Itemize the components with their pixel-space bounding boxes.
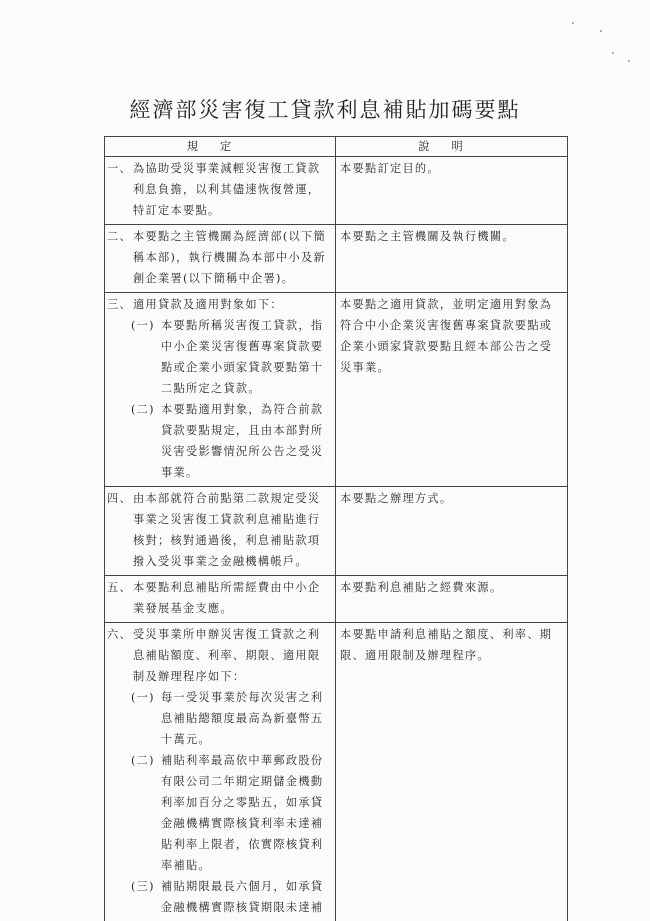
note-cell: 本要點之主管機關及執行機關。 (336, 225, 568, 293)
rule-cell (105, 623, 336, 921)
rule-cell (105, 225, 336, 293)
subitem-text: 補貼利率最高依中華郵政股份有限公司二年期定期儲金機動利率加百分之零點五，如承貸金融機構實際核貸利率未達補貼利率上限者，依實際核貸利率補貼。 (161, 754, 323, 872)
rule-number: 四、 (107, 488, 132, 509)
subitem-text: 本要點所稱災害復工貸款，指中小企業災害復舊專案貸款要點或企業小頭家貸款要點第十二點所定之貸款。 (161, 319, 323, 395)
note-cell: 本要點之適用貸款，並明定適用對象為符合中小企業災害復舊專案貸款要點或企業小頭家貸款要點且經本部公告之受災事業。 (336, 293, 568, 487)
column-header-rule: 規定 (105, 137, 336, 157)
rule-subitem (109, 315, 331, 399)
document-title: 經濟部災害復工貸款利息補貼加碼要點 (0, 94, 650, 124)
table-header-row (105, 137, 568, 157)
note-cell: 本要點利息補貼之經費來源。 (336, 576, 568, 623)
rule-subitem (109, 876, 331, 918)
rule-text: 受災事業所申辦災害復工貸款之利息補貼額度、利率、期限、適用限制及辦理程序如下： (133, 628, 320, 683)
table-row (105, 157, 568, 225)
rule-text: 本要點之主管機關為經濟部(以下簡稱本部)，執行機關為本部中小及新創企業署(以下簡稱中企署)。 (133, 230, 326, 285)
subitem-text: 本要點適用對象，為符合前款貸款要點規定，且由本部對所災害受影響情況所公告之受災事業。 (161, 403, 323, 479)
note-cell: 本要點訂定目的。 (336, 157, 568, 225)
rule-text: 適用貸款及適用對象如下： (133, 298, 283, 311)
table-row (105, 623, 568, 921)
subitem-number: (二) (131, 750, 155, 771)
rule-cell (105, 293, 336, 487)
rule-item (109, 294, 331, 315)
subitem-text: 補貼期限最長六個月，如承貸金融機構實際核貸期限未達補 (161, 880, 323, 914)
table-row (105, 293, 568, 487)
rule-number: 三、 (107, 294, 132, 315)
subitem-number: (一) (131, 315, 155, 336)
rule-subitem (109, 399, 331, 483)
rule-subitem (109, 687, 331, 750)
rule-cell (105, 576, 336, 623)
table-body (105, 157, 568, 921)
rule-number: 六、 (107, 624, 132, 645)
rule-text: 為協助受災事業減輕災害復工貸款利息負擔，以利其儘速恢復營運，特訂定本要點。 (133, 162, 320, 217)
rule-cell (105, 487, 336, 576)
rule-item (109, 488, 331, 572)
column-header-note: 說明 (336, 137, 568, 157)
table-row (105, 576, 568, 623)
subitem-number: (三) (131, 876, 155, 897)
rule-item (109, 226, 331, 289)
subitem-text: 每一受災事業於每次災害之利息補貼總額度最高為新臺幣五十萬元。 (161, 691, 323, 746)
table-row (105, 225, 568, 293)
rule-text: 由本部就符合前點第二款規定受災事業之災害復工貸款利息補貼進行核對；核對通過後，利息補貼款項撥入受災事業之金融機構帳戶。 (133, 492, 320, 568)
rule-cell (105, 157, 336, 225)
note-cell: 本要點申請利息補貼之額度、利率、期限、適用限制及辦理程序。 (336, 623, 568, 921)
rule-number: 五、 (107, 577, 132, 598)
rule-number: 二、 (107, 226, 132, 247)
rule-subitem (109, 750, 331, 876)
table-row (105, 487, 568, 576)
note-cell: 本要點之辦理方式。 (336, 487, 568, 576)
rule-item (109, 577, 331, 619)
rule-number: 一、 (107, 158, 132, 179)
subitem-number: (一) (131, 687, 155, 708)
rule-text: 本要點利息補貼所需經費由中小企業發展基金支應。 (133, 581, 320, 615)
rule-item (109, 624, 331, 687)
rules-table (104, 136, 568, 921)
rule-item (109, 158, 331, 221)
subitem-number: (二) (131, 399, 155, 420)
